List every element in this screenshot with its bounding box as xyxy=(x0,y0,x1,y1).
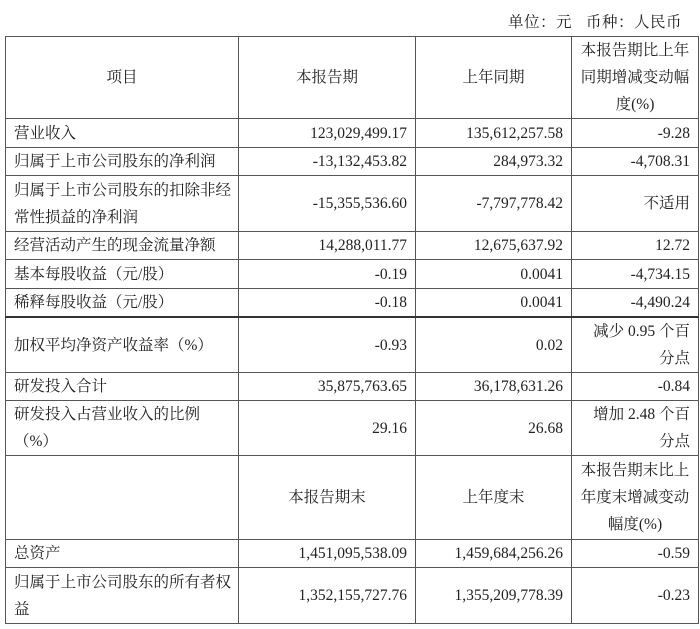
table-row xyxy=(6,232,699,260)
row-current: -0.19 xyxy=(239,260,416,289)
row-prior: 0.0041 xyxy=(416,260,572,289)
row-item: 经营活动产生的现金流量净额 xyxy=(6,232,239,260)
row-prior: 284,973.32 xyxy=(416,148,572,176)
row-current: 29.16 xyxy=(239,401,416,456)
header-prior: 上年同期 xyxy=(416,37,572,119)
table-row xyxy=(6,568,699,624)
row-prior: 26.68 xyxy=(416,401,572,456)
row-current: -13,132,453.82 xyxy=(239,148,416,176)
row-change: -0.23 xyxy=(572,568,699,624)
header-item: 项目 xyxy=(6,37,239,119)
row-change: -4,734.15 xyxy=(572,260,699,289)
row-prior: 0.02 xyxy=(416,317,572,373)
row-prior: 135,612,257.58 xyxy=(416,119,572,148)
row-item: 归属于上市公司股东的扣除非经常性损益的净利润 xyxy=(6,176,239,232)
row-item: 基本每股收益（元/股） xyxy=(6,260,239,289)
row-change: -4,490.24 xyxy=(572,289,699,318)
row-change: 不适用 xyxy=(572,176,699,232)
row-prior: 1,355,209,778.39 xyxy=(416,568,572,624)
row-item: 研发投入合计 xyxy=(6,373,239,401)
unit-label: 单位：元 xyxy=(507,14,572,31)
row-prior: -7,797,778.42 xyxy=(416,176,572,232)
row-change: -0.84 xyxy=(572,373,699,401)
table-row xyxy=(6,317,699,373)
row-item: 稀释每股收益（元/股） xyxy=(6,289,239,318)
table-row xyxy=(6,119,699,148)
table-row xyxy=(6,401,699,456)
row-current: 1,352,155,727.76 xyxy=(239,568,416,624)
table-header-row xyxy=(6,37,699,119)
row-change: 12.72 xyxy=(572,232,699,260)
row-item: 总资产 xyxy=(6,540,239,568)
row-current: -0.18 xyxy=(239,289,416,318)
row-current: -15,355,536.60 xyxy=(239,176,416,232)
financial-summary-table xyxy=(5,36,699,624)
row-prior: 36,178,631.26 xyxy=(416,373,572,401)
row-prior: 1,459,684,256.26 xyxy=(416,540,572,568)
subheader-item xyxy=(6,456,239,540)
row-change: 减少 0.95 个百分点 xyxy=(572,317,699,373)
row-change: 增加 2.48 个百分点 xyxy=(572,401,699,456)
row-change: -4,708.31 xyxy=(572,148,699,176)
table-row xyxy=(6,289,699,318)
row-current: -0.93 xyxy=(239,317,416,373)
row-item: 研发投入占营业收入的比例（%） xyxy=(6,401,239,456)
subheader-prior: 上年度末 xyxy=(416,456,572,540)
header-current: 本报告期 xyxy=(239,37,416,119)
subheader-current: 本报告期末 xyxy=(239,456,416,540)
subheader-change: 本报告期末比上年度末增减变动幅度(%) xyxy=(572,456,699,540)
row-current: 1,451,095,538.09 xyxy=(239,540,416,568)
row-prior: 12,675,637.92 xyxy=(416,232,572,260)
table-row xyxy=(6,373,699,401)
row-current: 35,875,763.65 xyxy=(239,373,416,401)
row-item: 加权平均净资产收益率（%） xyxy=(6,317,239,373)
currency-label: 币种：人民币 xyxy=(585,14,682,31)
table-subheader-row xyxy=(6,456,699,540)
table-row xyxy=(6,260,699,289)
header-change: 本报告期比上年同期增减变动幅度(%) xyxy=(572,37,699,119)
row-item: 归属于上市公司股东的净利润 xyxy=(6,148,239,176)
row-change: -0.59 xyxy=(572,540,699,568)
row-change: -9.28 xyxy=(572,119,699,148)
table-row xyxy=(6,540,699,568)
row-item: 营业收入 xyxy=(6,119,239,148)
row-current: 14,288,011.77 xyxy=(239,232,416,260)
unit-currency-note xyxy=(494,10,682,32)
row-item: 归属于上市公司股东的所有者权益 xyxy=(6,568,239,624)
table-row xyxy=(6,176,699,232)
table-row xyxy=(6,148,699,176)
row-prior: 0.0041 xyxy=(416,289,572,318)
row-current: 123,029,499.17 xyxy=(239,119,416,148)
